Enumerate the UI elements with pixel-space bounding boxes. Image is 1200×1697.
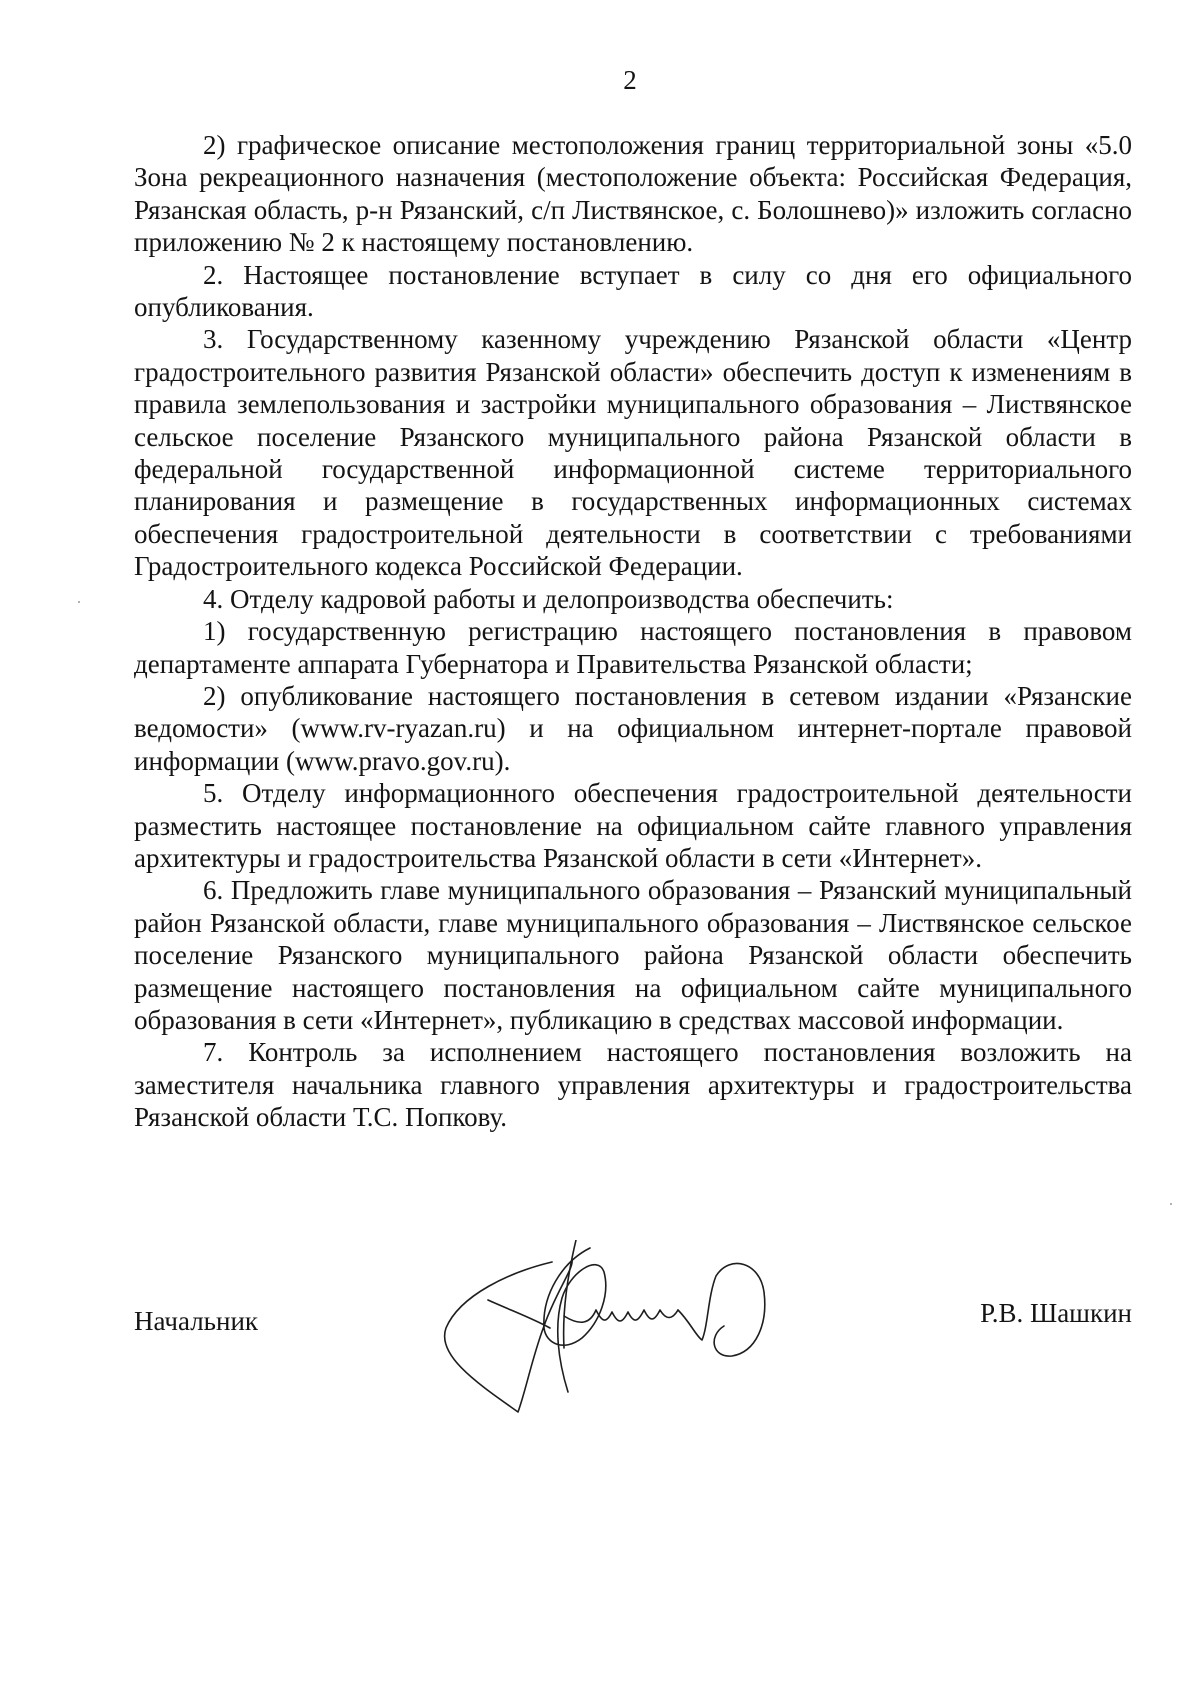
- paragraph-item-6: 6. Предложить главе муниципального образования – Рязанский муниципальный район Рязанской области, главе муниципального образования – Листвянское сельское поселение Рязанского муниципального района Рязанской области обеспечить размещение настоящего постановления на официальном сайте муниципального образования в сети «Интернет», публикацию в средствах массовой информации.: [134, 875, 1132, 1035]
- paragraph-item-2: 2. Настоящее постановление вступает в силу со дня его официального опубликования.: [134, 259, 1132, 323]
- page-number: 2: [623, 65, 637, 95]
- document-body: [134, 129, 1132, 1134]
- paragraph-item-7: 7. Контроль за исполнением настоящего постановления возложить на заместителя начальника главного управления архитектуры и градостроительства Рязанской области Т.С. Попкову.: [134, 1037, 1132, 1133]
- paragraph-subitem-4-2: 2) опубликование настоящего постановления в сетевом издании «Рязанские ведомости» (www.rv-ryazan.ru) и на официальном интернет-портале правовой информации (www.pravo.gov.ru).: [134, 680, 1132, 776]
- paragraph-item-5: 5. Отделу информационного обеспечения градостроительной деятельности разместить настоящее постановление на официальном сайте главного управления архитектуры и градостроительства Рязанской области в сети «Интернет».: [134, 778, 1132, 873]
- signatory-title: Начальник: [134, 1306, 259, 1336]
- scan-speck: [78, 601, 80, 603]
- paragraph-item-4: 4. Отделу кадровой работы и делопроизводства обеспечить:: [203, 583, 894, 614]
- paragraph-item-3: 3. Государственному казенному учреждению Рязанской области «Центр градостроительного развития Рязанской области» обеспечить доступ к изменениям в правила землепользования и застройки муниципального образования – Листвянское сельское поселение Рязанского муниципального района Рязанской области в федеральной государственной информационной системе территориального планирования и размещение в государственных информационных системах обеспечения градостроительной деятельности в соответствии с требованиями Градостроительного кодекса Российской Федерации.: [134, 324, 1132, 582]
- handwritten-signature: [440, 1240, 820, 1415]
- signatory-name: Р.В. Шашкин: [980, 1298, 1132, 1328]
- paragraph-graphic-description: 2) графическое описание местоположения границ территориальной зоны «5.0 Зона рекреационного назначения (местоположение объекта: Российская Федерация, Рязанская область, р-н Рязанский, с/п Листвянское, с. Болошнево)» изложить согласно приложению № 2 к настоящему постановлению.: [134, 130, 1132, 258]
- scan-speck: [1170, 1203, 1172, 1205]
- paragraph-subitem-4-1: 1) государственную регистрацию настоящего постановления в правовом департаменте аппарата Губернатора и Правительства Рязанской области;: [134, 616, 1132, 679]
